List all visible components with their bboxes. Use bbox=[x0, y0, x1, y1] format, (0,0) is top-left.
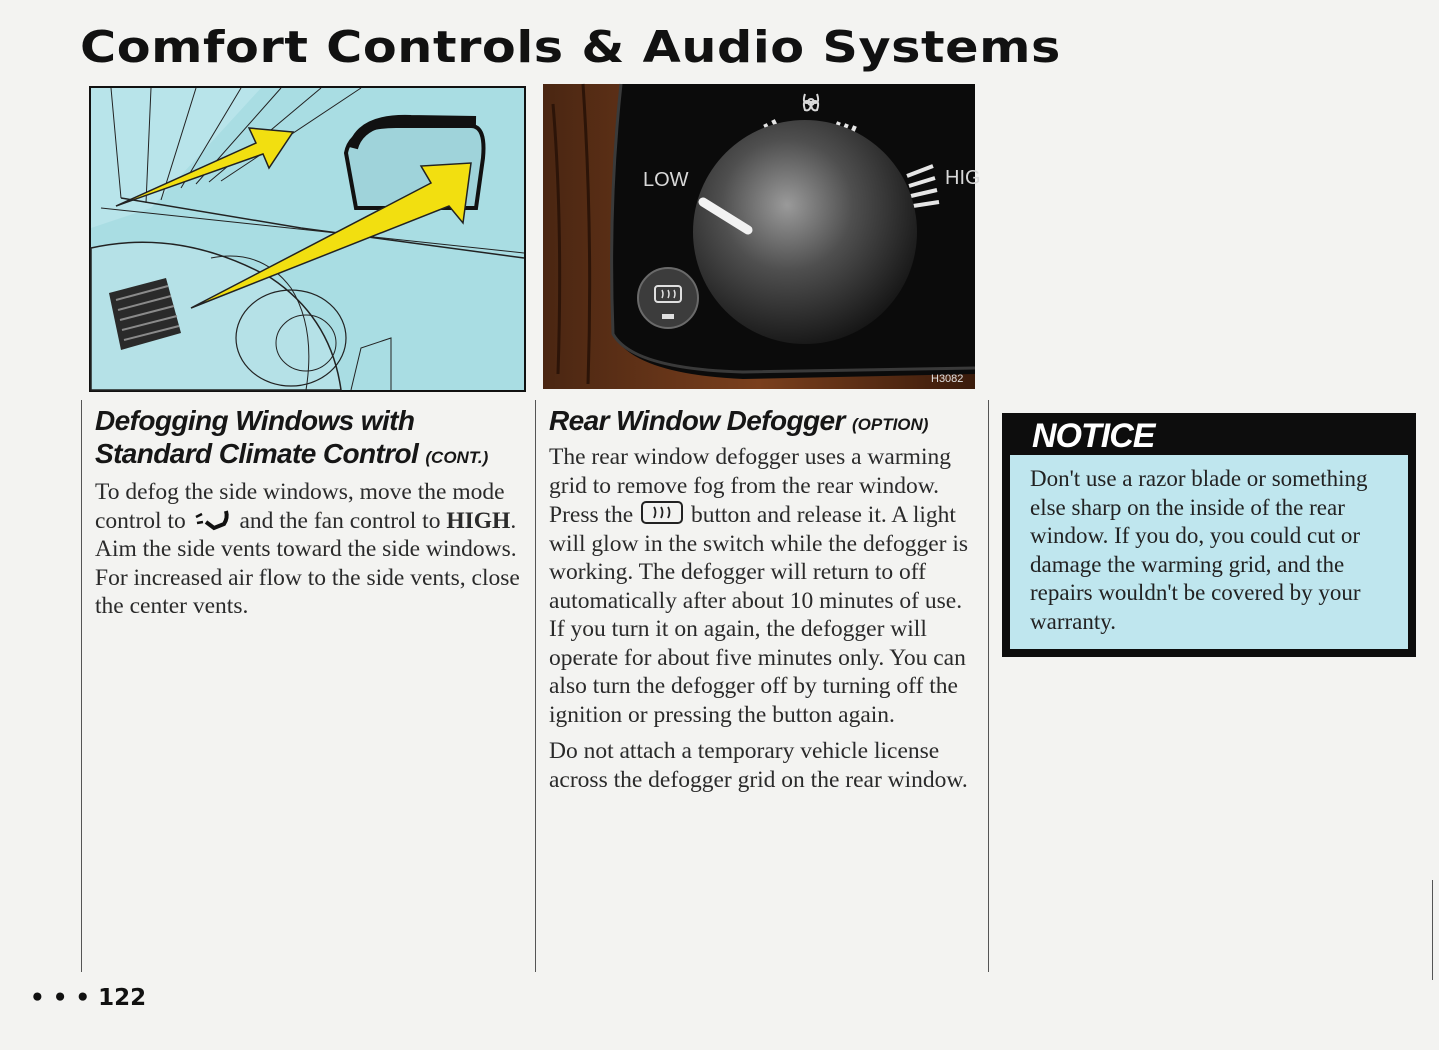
middle-text-a: The rear window defogger uses a warming grid to remove fog from the rear window. Press the bbox=[549, 444, 951, 528]
notice-title: NOTICE bbox=[1032, 417, 1155, 455]
left-heading-suffix: (CONT.) bbox=[425, 448, 489, 467]
figure-code: H3082 bbox=[931, 373, 964, 385]
middle-body-text bbox=[549, 443, 977, 802]
column-divider-middle bbox=[535, 400, 536, 972]
left-heading bbox=[95, 404, 535, 474]
fan-speed-knob[interactable] bbox=[693, 120, 917, 344]
left-heading-line2: Standard Climate Control bbox=[95, 438, 419, 469]
left-heading-line1: Defogging Windows with bbox=[95, 405, 415, 436]
page-title: Comfort Controls & Audio Systems bbox=[80, 22, 1061, 73]
middle-heading bbox=[549, 404, 979, 441]
left-text-bold: HIGH bbox=[446, 507, 511, 534]
page-edge-right bbox=[1432, 880, 1433, 980]
middle-heading-text: Rear Window Defogger bbox=[549, 405, 845, 436]
column-divider-right bbox=[988, 400, 989, 972]
fan-high-label: HIG bbox=[945, 167, 981, 189]
left-text-b: and the fan control to bbox=[239, 507, 441, 534]
left-text-a: To defog the side windows, move the mode control to bbox=[95, 479, 505, 534]
fan-low-label: LOW bbox=[643, 169, 689, 191]
middle-paragraph-1 bbox=[549, 443, 977, 729]
middle-text-b: button and release it. A light will glow in the switch while the defogger is working. The defogger will return to off automatically after about 10 minutes of use. If you turn it on again, the defogger will operate for about five minutes only. You can also turn the defogger off by turning off the ignition or pressing the button again. bbox=[549, 502, 969, 728]
defog-mode-icon bbox=[192, 508, 234, 532]
rear-defogger-button[interactable] bbox=[638, 268, 698, 328]
column-divider-left bbox=[81, 400, 82, 972]
middle-heading-suffix: (OPTION) bbox=[851, 415, 929, 434]
fan-control-photo bbox=[543, 84, 981, 389]
left-text-c: . Aim the side vents toward the side windows. For increased air flow to the side vents, close the center vents. bbox=[95, 507, 520, 619]
page-number: • • • 122 bbox=[30, 985, 147, 1011]
middle-paragraph-2: Do not attach a temporary vehicle license across the defogger grid on the rear window. bbox=[549, 738, 968, 793]
defogger-button-icon bbox=[639, 500, 685, 526]
notice-box bbox=[1002, 413, 1416, 657]
notice-text: Don't use a razor blade or something else sharp on the inside of the rear window. If you do, you could cut or damage the warming grid, and the repairs wouldn't be covered by your warranty. bbox=[1010, 455, 1408, 649]
left-body-text bbox=[95, 478, 523, 621]
side-vent-illustration bbox=[89, 86, 526, 392]
